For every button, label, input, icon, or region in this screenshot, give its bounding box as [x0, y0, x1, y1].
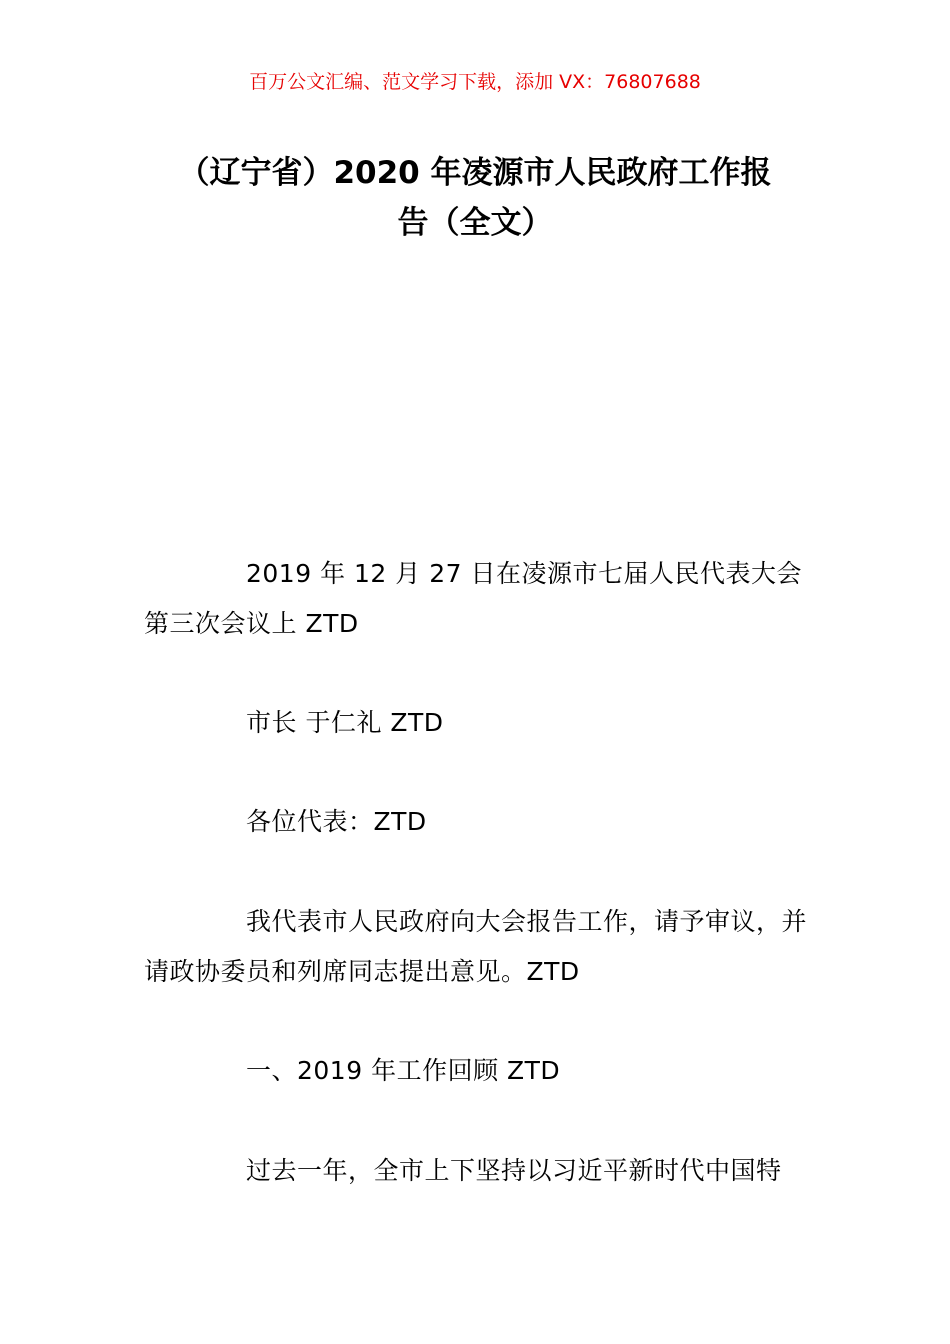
paragraph-greeting [144, 797, 808, 847]
document-title-line-1: （辽宁省）2020 年凌源市人民政府工作报 [178, 155, 772, 191]
paragraph: 2019 年 12 月 27 日在凌源市七届人民代表大会第三次会议上 ZTD [144, 559, 802, 638]
paragraph: 各位代表：ZTD [246, 807, 427, 836]
paragraph-mayor [144, 698, 808, 748]
document-title-line-2: 告（全文） [397, 205, 553, 241]
paragraph: 过去一年，全市上下坚持以习近平新时代中国特 [246, 1156, 782, 1185]
paragraph-intro [144, 897, 808, 997]
header-note: 百万公文汇编、范文学习下载，添加 VX：76807688 [249, 71, 701, 93]
paragraph: 市长 于仁礼 ZTD [246, 708, 444, 737]
document-title [140, 148, 810, 248]
paragraph-review [144, 1146, 808, 1196]
paragraph: 一、2019 年工作回顾 ZTD [246, 1056, 561, 1085]
paragraph-meeting-info [144, 549, 808, 649]
paragraph: 我代表市人民政府向大会报告工作，请予审议，并请政协委员和列席同志提出意见。ZTD [144, 907, 808, 986]
section-heading [144, 1046, 808, 1096]
